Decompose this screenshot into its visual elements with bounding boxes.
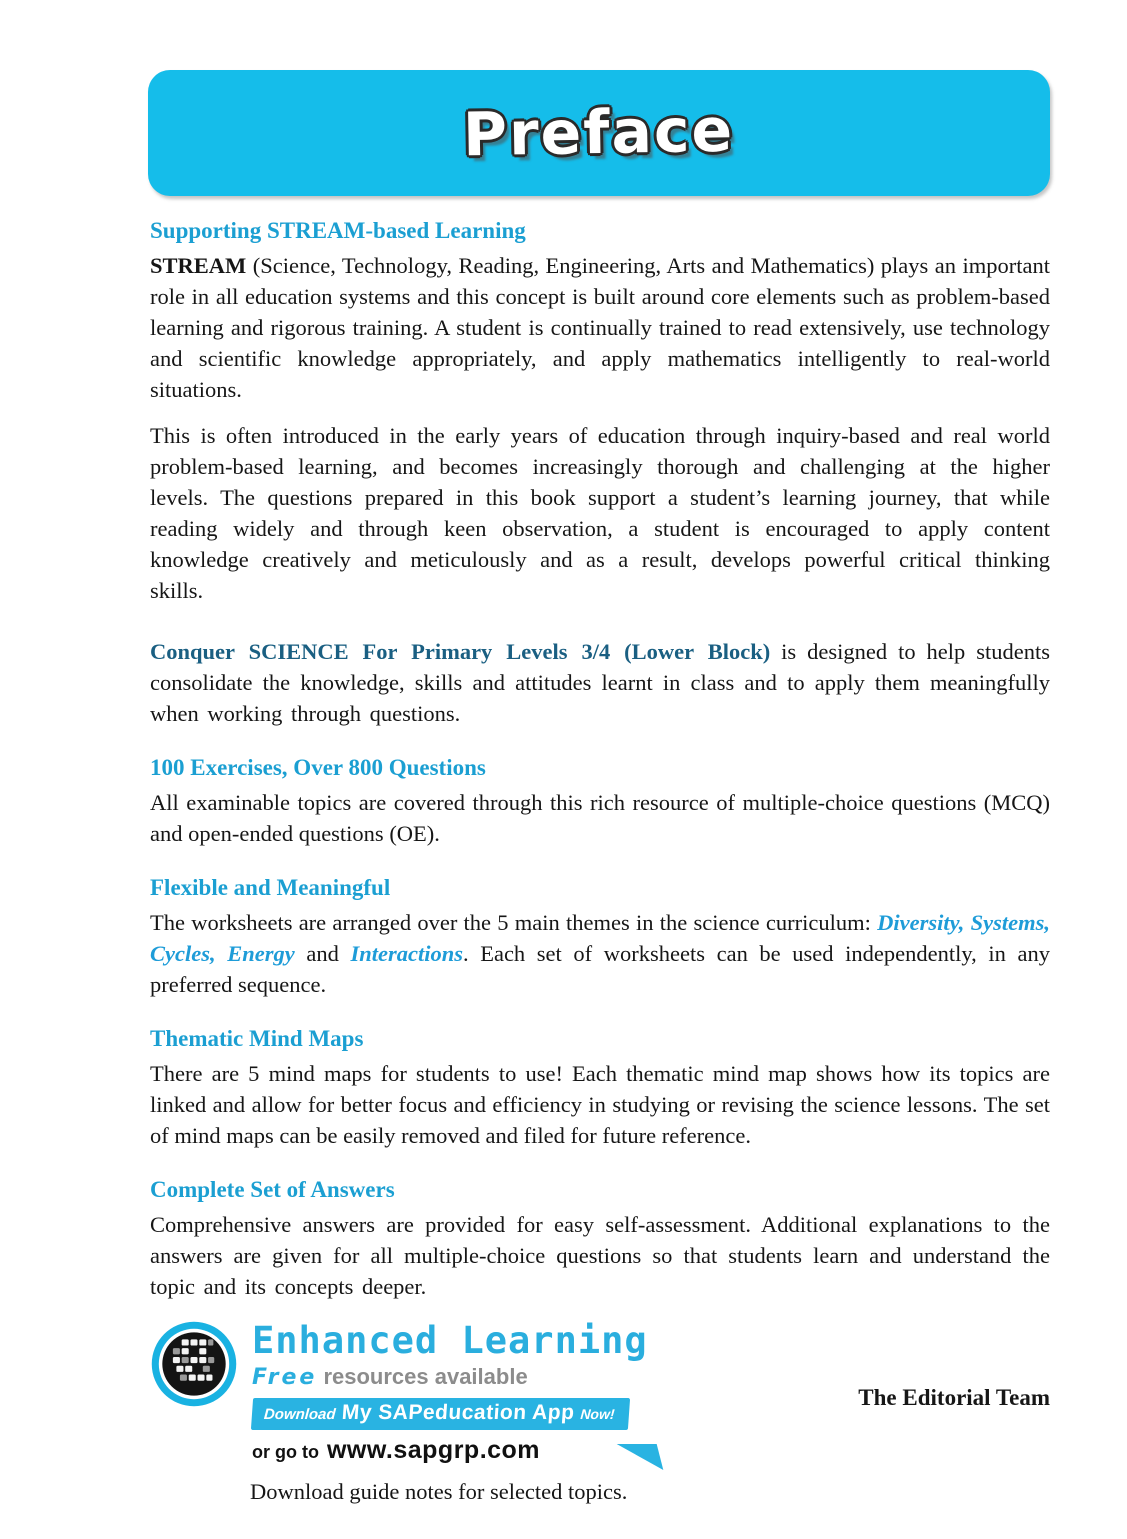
qr-pixel-logo-icon bbox=[150, 1320, 238, 1413]
editorial-team-signature: The Editorial Team bbox=[858, 1385, 1050, 1410]
paragraph-stream-2: This is often introduced in the early years of education through inquiry-based and real world problem-based learning, and becomes increasingly thorough and challenging at the higher levels. The questions prepared in this book support a student’s learning journey, that while reading widely and through keen observation, a student is encouraged to apply content knowledge creatively and meticulously and as a result, develops powerful critical thinking skills. bbox=[150, 423, 1050, 603]
preface-content bbox=[150, 218, 1050, 1505]
banner-download-label: Download bbox=[263, 1406, 337, 1424]
enhanced-learning-wordmark: Enhanced Learning bbox=[252, 1319, 648, 1362]
section-heading-exercises: 100 Exercises, Over 800 Questions bbox=[150, 755, 486, 780]
app-download-banner bbox=[251, 1398, 630, 1430]
theme-names-2: Interactions bbox=[350, 941, 463, 966]
conquer-title-bold: Conquer SCIENCE For Primary Levels 3/4 (Lower Block) bbox=[150, 639, 771, 664]
paragraph-conquer bbox=[150, 636, 1050, 729]
preface-banner bbox=[148, 70, 1050, 196]
enhanced-learning-text-block bbox=[252, 1320, 648, 1465]
download-note: Download guide notes for selected topics. bbox=[250, 1479, 628, 1505]
flexible-text-end: . Each set of worksheets can be used independently, in any preferred sequence. bbox=[150, 941, 1050, 997]
paragraph-mindmaps: There are 5 mind maps for students to use! Each thematic mind map shows how its topics are linked and allow for better focus and efficiency in studying or revising the science lessons. The set of mind maps can be easily removed and filed for future reference. bbox=[150, 1061, 1050, 1148]
page-title: Preface bbox=[462, 95, 736, 171]
theme-names-1: Diversity, Systems, Cycles, Energy bbox=[150, 910, 1051, 966]
speech-bubble-tail bbox=[616, 1444, 663, 1470]
banner-now-label: Now! bbox=[579, 1406, 616, 1423]
stream-body-text: (Science, Technology, Reading, Engineering, Arts and Mathematics) plays an important role in all education systems and this concept is built around core elements such as problem-based learning and rigorous training. A student is continually trained to read extensively, use technology and scientific knowledge appropriately, and apply mathematics intelligently to real-world situations. bbox=[150, 253, 1050, 402]
website-line bbox=[252, 1436, 648, 1465]
paragraph-answers: Comprehensive answers are provided for easy self-assessment. Additional explanations to the answers are given for all multiple-choice questions so that students learn and understand the topic and its concepts deeper. bbox=[150, 1212, 1050, 1299]
conquer-body-text: is designed to help students consolidate the knowledge, skills and attitudes learnt in class and to apply them meaningfully when working through questions. bbox=[150, 639, 1051, 726]
section-heading-answers: Complete Set of Answers bbox=[150, 1177, 395, 1202]
website-url: www.sapgrp.com bbox=[326, 1436, 541, 1465]
flexible-connector: and bbox=[294, 941, 351, 966]
stream-lead-bold: STREAM bbox=[150, 253, 247, 278]
section-heading-stream: Supporting STREAM-based Learning bbox=[150, 218, 526, 243]
section-heading-flexible: Flexible and Meaningful bbox=[150, 875, 391, 900]
paragraph-flexible bbox=[150, 907, 1050, 1000]
free-rest: resources available bbox=[323, 1364, 528, 1389]
flexible-text-start: The worksheets are arranged over the 5 main themes in the science curriculum: bbox=[150, 910, 878, 935]
section-heading-mindmaps: Thematic Mind Maps bbox=[150, 1026, 364, 1051]
paragraph-exercises: All examinable topics are covered through this rich resource of multiple-choice questions (MCQ) and open-ended questions (OE). bbox=[150, 790, 1050, 846]
web-prefix: or go to bbox=[252, 1442, 319, 1463]
free-resources-line bbox=[252, 1365, 648, 1390]
paragraph-stream-1 bbox=[150, 250, 1050, 405]
free-word: Free bbox=[252, 1365, 318, 1390]
banner-app-name: My SAPeducation App bbox=[340, 1401, 576, 1425]
